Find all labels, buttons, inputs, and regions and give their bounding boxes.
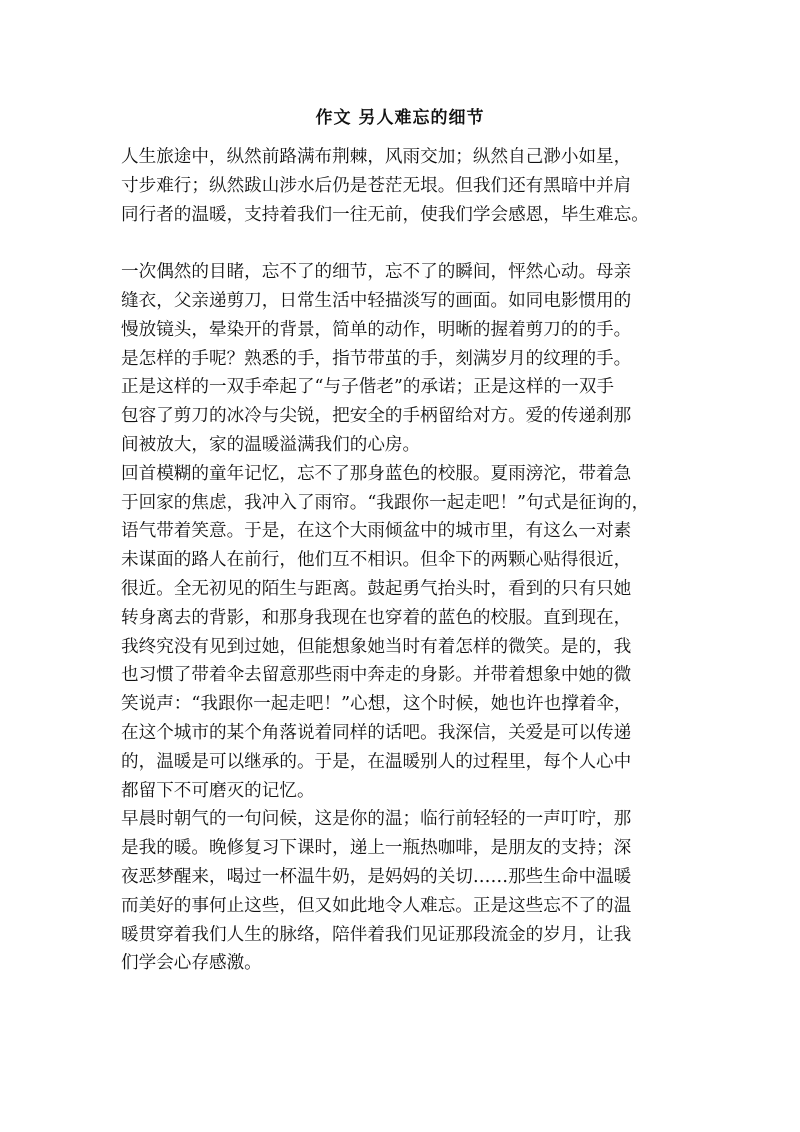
text-line-29: 们学会心存感激。 (121, 953, 262, 974)
text-line-8: 是怎样的手呢？熟悉的手，指节带茧的手，刻满岁月的纹理的手。 (121, 348, 632, 369)
page-title: 作文 另人难忘的细节 (315, 108, 485, 128)
text-line-27: 而美好的事何止这些，但又如此地令人难忘。正是这些忘不了的温 (121, 895, 632, 916)
text-line-11: 间被放大，家的温暖溢满我们的心房。 (121, 434, 421, 455)
text-line-19: 也习惯了带着伞去留意那些雨中奔走的身影。并带着想象中她的微 (121, 665, 632, 686)
text-line-20: 笑说声：“我跟你一起走吧！”心想，这个时候，她也许也撑着伞， (121, 694, 632, 715)
text-line-24: 早晨时朝气的一句问候，这是你的温；临行前轻轻的一声叮咛，那 (121, 809, 632, 830)
text-line-5: 一次偶然的目睹，忘不了的细节，忘不了的瞬间，怦然心动。母亲 (121, 262, 632, 283)
text-line-28: 暖贯穿着我们人生的脉络，陪伴着我们见证那段流金的岁月，让我 (121, 924, 632, 945)
text-line-18: 我终究没有见到过她，但能想象她当时有着怎样的微笑。是的，我 (121, 636, 632, 657)
text-line-15: 未谋面的路人在前行，他们互不相识。但伞下的两颗心贴得很近， (121, 550, 632, 571)
text-line-14: 语气带着笑意。于是，在这个大雨倾盆中的城市里，有这么一对素 (121, 521, 632, 542)
text-line-25: 是我的暖。晚修复习下课时，递上一瓶热咖啡，是朋友的支持；深 (121, 838, 632, 859)
text-line-9: 正是这样的一双手牵起了“与子偕老”的承诺；正是这样的一双手 (121, 377, 615, 398)
text-line-2: 寸步难行；纵然跋山涉水后仍是苍茫无垠。但我们还有黑暗中并肩 (121, 175, 632, 196)
text-line-22: 的，温暖是可以继承的。于是，在温暖别人的过程里，每个人心中 (121, 751, 632, 772)
text-line-17: 转身离去的背影，和那身我现在也穿着的蓝色的校服。直到现在， (121, 607, 632, 628)
text-line-7: 慢放镜头，晕染开的背景，简单的动作，明晰的握着剪刀的的手。 (121, 319, 632, 340)
text-line-3: 同行者的温暖，支持着我们一往无前，使我们学会感恩，毕生难忘。 (121, 204, 649, 225)
text-line-26: 夜恶梦醒来，喝过一杯温牛奶，是妈妈的关切……那些生命中温暖 (121, 866, 632, 887)
text-line-21: 在这个城市的某个角落说着同样的话吧。我深信，关爱是可以传递 (121, 722, 632, 743)
text-line-1: 人生旅途中，纵然前路满布荆棘，风雨交加；纵然自己渺小如星， (121, 147, 632, 167)
text-line-16: 很近。全无初见的陌生与距离。鼓起勇气抬头时，看到的只有只她 (121, 578, 632, 599)
text-line-10: 包容了剪刀的冰冷与尖锐，把安全的手柄留给对方。爱的传递刹那 (121, 406, 632, 427)
blank-line (121, 229, 701, 258)
text-line-13: 于回家的焦虑，我冲入了雨帘。“我跟你一起走吧！”句式是征询的， (121, 492, 650, 513)
text-line-6: 缝衣，父亲递剪刀，日常生活中轻描淡写的画面。如同电影惯用的 (121, 290, 632, 311)
text-line-23: 都留下不可磨灭的记忆。 (121, 780, 315, 801)
essay-body (121, 143, 701, 978)
text-line-12: 回首模糊的童年记忆，忘不了那身蓝色的校服。夏雨滂沱，带着急 (121, 463, 632, 484)
